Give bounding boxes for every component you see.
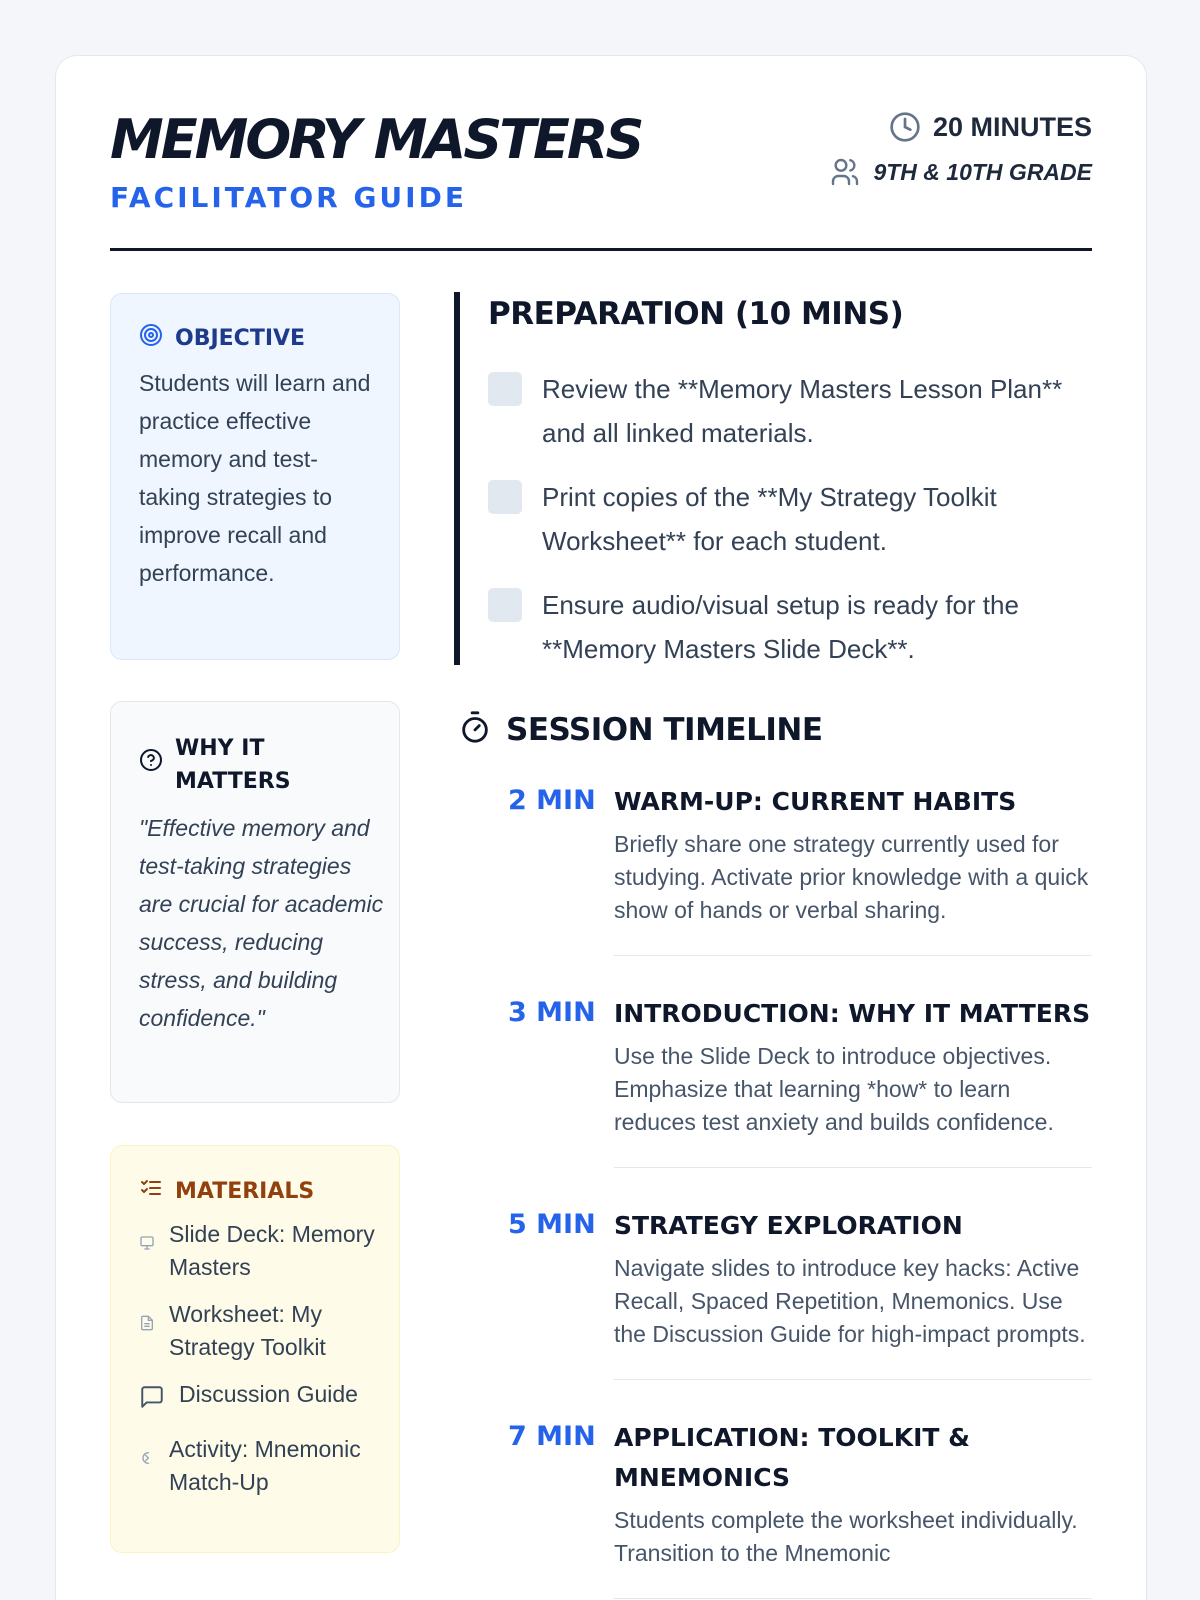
header-divider bbox=[110, 248, 1092, 251]
checklist-item-text: Ensure audio/visual setup is ready for the **Memory Masters Slide Deck**. bbox=[542, 590, 1019, 664]
timeline-list bbox=[508, 782, 1092, 1600]
material-item bbox=[139, 1378, 389, 1419]
audience-meta bbox=[829, 156, 1092, 188]
timeline-heading-label: SESSION TIMELINE bbox=[506, 711, 823, 748]
material-label: Activity: Mnemonic Match-Up bbox=[169, 1436, 361, 1495]
timeline-entry bbox=[508, 782, 1092, 994]
timeline-description: Navigate slides to introduce key hacks: Active Recall, Spaced Repetition, Mnemonics. Use the Discussion Guide for high-impact prompts. bbox=[614, 1255, 1086, 1347]
timeline-duration: 7 MIN bbox=[508, 1421, 596, 1452]
timeline-title: APPLICATION: TOOLKIT & MNEMONICS bbox=[614, 1423, 970, 1492]
preparation-heading: PREPARATION (10 MINS) bbox=[488, 296, 904, 332]
objective-card bbox=[110, 293, 400, 660]
page-subtitle: FACILITATOR GUIDE bbox=[110, 181, 467, 214]
presentation-icon bbox=[139, 1218, 155, 1260]
audience-text: 9TH & 10TH GRADE bbox=[873, 158, 1092, 185]
why-quote: "Effective memory and test-taking strategies are crucial for academic success, reducing stress, and building confidence." bbox=[139, 815, 384, 1031]
checklist-item bbox=[488, 367, 1088, 455]
timeline-description: Briefly share one strategy currently used for studying. Activate prior knowledge with a quick show of hands or verbal sharing. bbox=[614, 831, 1089, 923]
timeline-heading bbox=[458, 710, 823, 749]
clock-icon bbox=[889, 111, 921, 143]
material-item bbox=[139, 1218, 389, 1284]
checkbox[interactable] bbox=[488, 372, 522, 406]
objective-text: Students will learn and practice effective memory and test-taking strategies to improve recall and performance. bbox=[139, 370, 371, 586]
timeline-entry-body bbox=[614, 1418, 1092, 1599]
document-icon bbox=[139, 1298, 155, 1340]
timeline-entry-body bbox=[614, 994, 1092, 1168]
objective-heading bbox=[139, 323, 305, 353]
material-label: Discussion Guide bbox=[179, 1381, 358, 1407]
timeline-description: Students complete the worksheet individually. Transition to the Mnemonic bbox=[614, 1507, 1078, 1566]
checkbox[interactable] bbox=[488, 588, 522, 622]
preparation-checklist bbox=[488, 367, 1088, 691]
timeline-title: WARM-UP: CURRENT HABITS bbox=[614, 787, 1017, 816]
timeline-description: Use the Slide Deck to introduce objectives. Emphasize that learning *how* to learn reduces test anxiety and builds confidence. bbox=[614, 1043, 1054, 1135]
timeline-duration: 3 MIN bbox=[508, 997, 596, 1028]
puzzle-icon bbox=[139, 1433, 155, 1475]
timeline-entry bbox=[508, 1418, 1092, 1600]
timeline-duration: 2 MIN bbox=[508, 785, 596, 816]
checklist-item bbox=[488, 583, 1088, 671]
timeline-entry-body bbox=[614, 782, 1092, 956]
target-icon bbox=[139, 323, 163, 353]
why-heading-label: WHY IT MATTERS bbox=[175, 736, 291, 794]
timeline-entry-body bbox=[614, 1206, 1092, 1380]
material-label: Worksheet: My Strategy Toolkit bbox=[169, 1301, 326, 1360]
checkbox[interactable] bbox=[488, 480, 522, 514]
materials-card bbox=[110, 1145, 400, 1553]
checklist-item-text: Print copies of the **My Strategy Toolkit Worksheet** for each student. bbox=[542, 482, 997, 556]
timeline-entry bbox=[508, 994, 1092, 1206]
material-label: Slide Deck: Memory Masters bbox=[169, 1221, 375, 1280]
checklist-icon bbox=[139, 1176, 163, 1206]
why-it-matters-card bbox=[110, 701, 400, 1103]
timeline-title: STRATEGY EXPLORATION bbox=[614, 1211, 963, 1240]
timeline-title: INTRODUCTION: WHY IT MATTERS bbox=[614, 999, 1091, 1028]
preparation-accent-bar bbox=[454, 292, 460, 665]
duration-meta bbox=[889, 111, 1092, 143]
chat-bubble-icon bbox=[139, 1378, 165, 1419]
materials-heading bbox=[139, 1176, 314, 1206]
objective-heading-label: OBJECTIVE bbox=[175, 325, 306, 351]
question-circle-icon bbox=[139, 748, 163, 782]
checklist-item bbox=[488, 475, 1088, 563]
timeline-entry bbox=[508, 1206, 1092, 1418]
material-item bbox=[139, 1298, 389, 1364]
materials-list bbox=[139, 1218, 389, 1513]
why-heading bbox=[139, 732, 315, 798]
timeline-duration: 5 MIN bbox=[508, 1209, 596, 1240]
material-item bbox=[139, 1433, 389, 1499]
users-icon bbox=[829, 156, 861, 188]
page-title: MEMORY MASTERS bbox=[110, 108, 642, 171]
materials-heading-label: MATERIALS bbox=[175, 1178, 315, 1204]
stopwatch-icon bbox=[458, 710, 492, 749]
checklist-item-text: Review the **Memory Masters Lesson Plan** and all linked materials. bbox=[542, 374, 1063, 448]
duration-text: 20 MINUTES bbox=[932, 111, 1092, 142]
